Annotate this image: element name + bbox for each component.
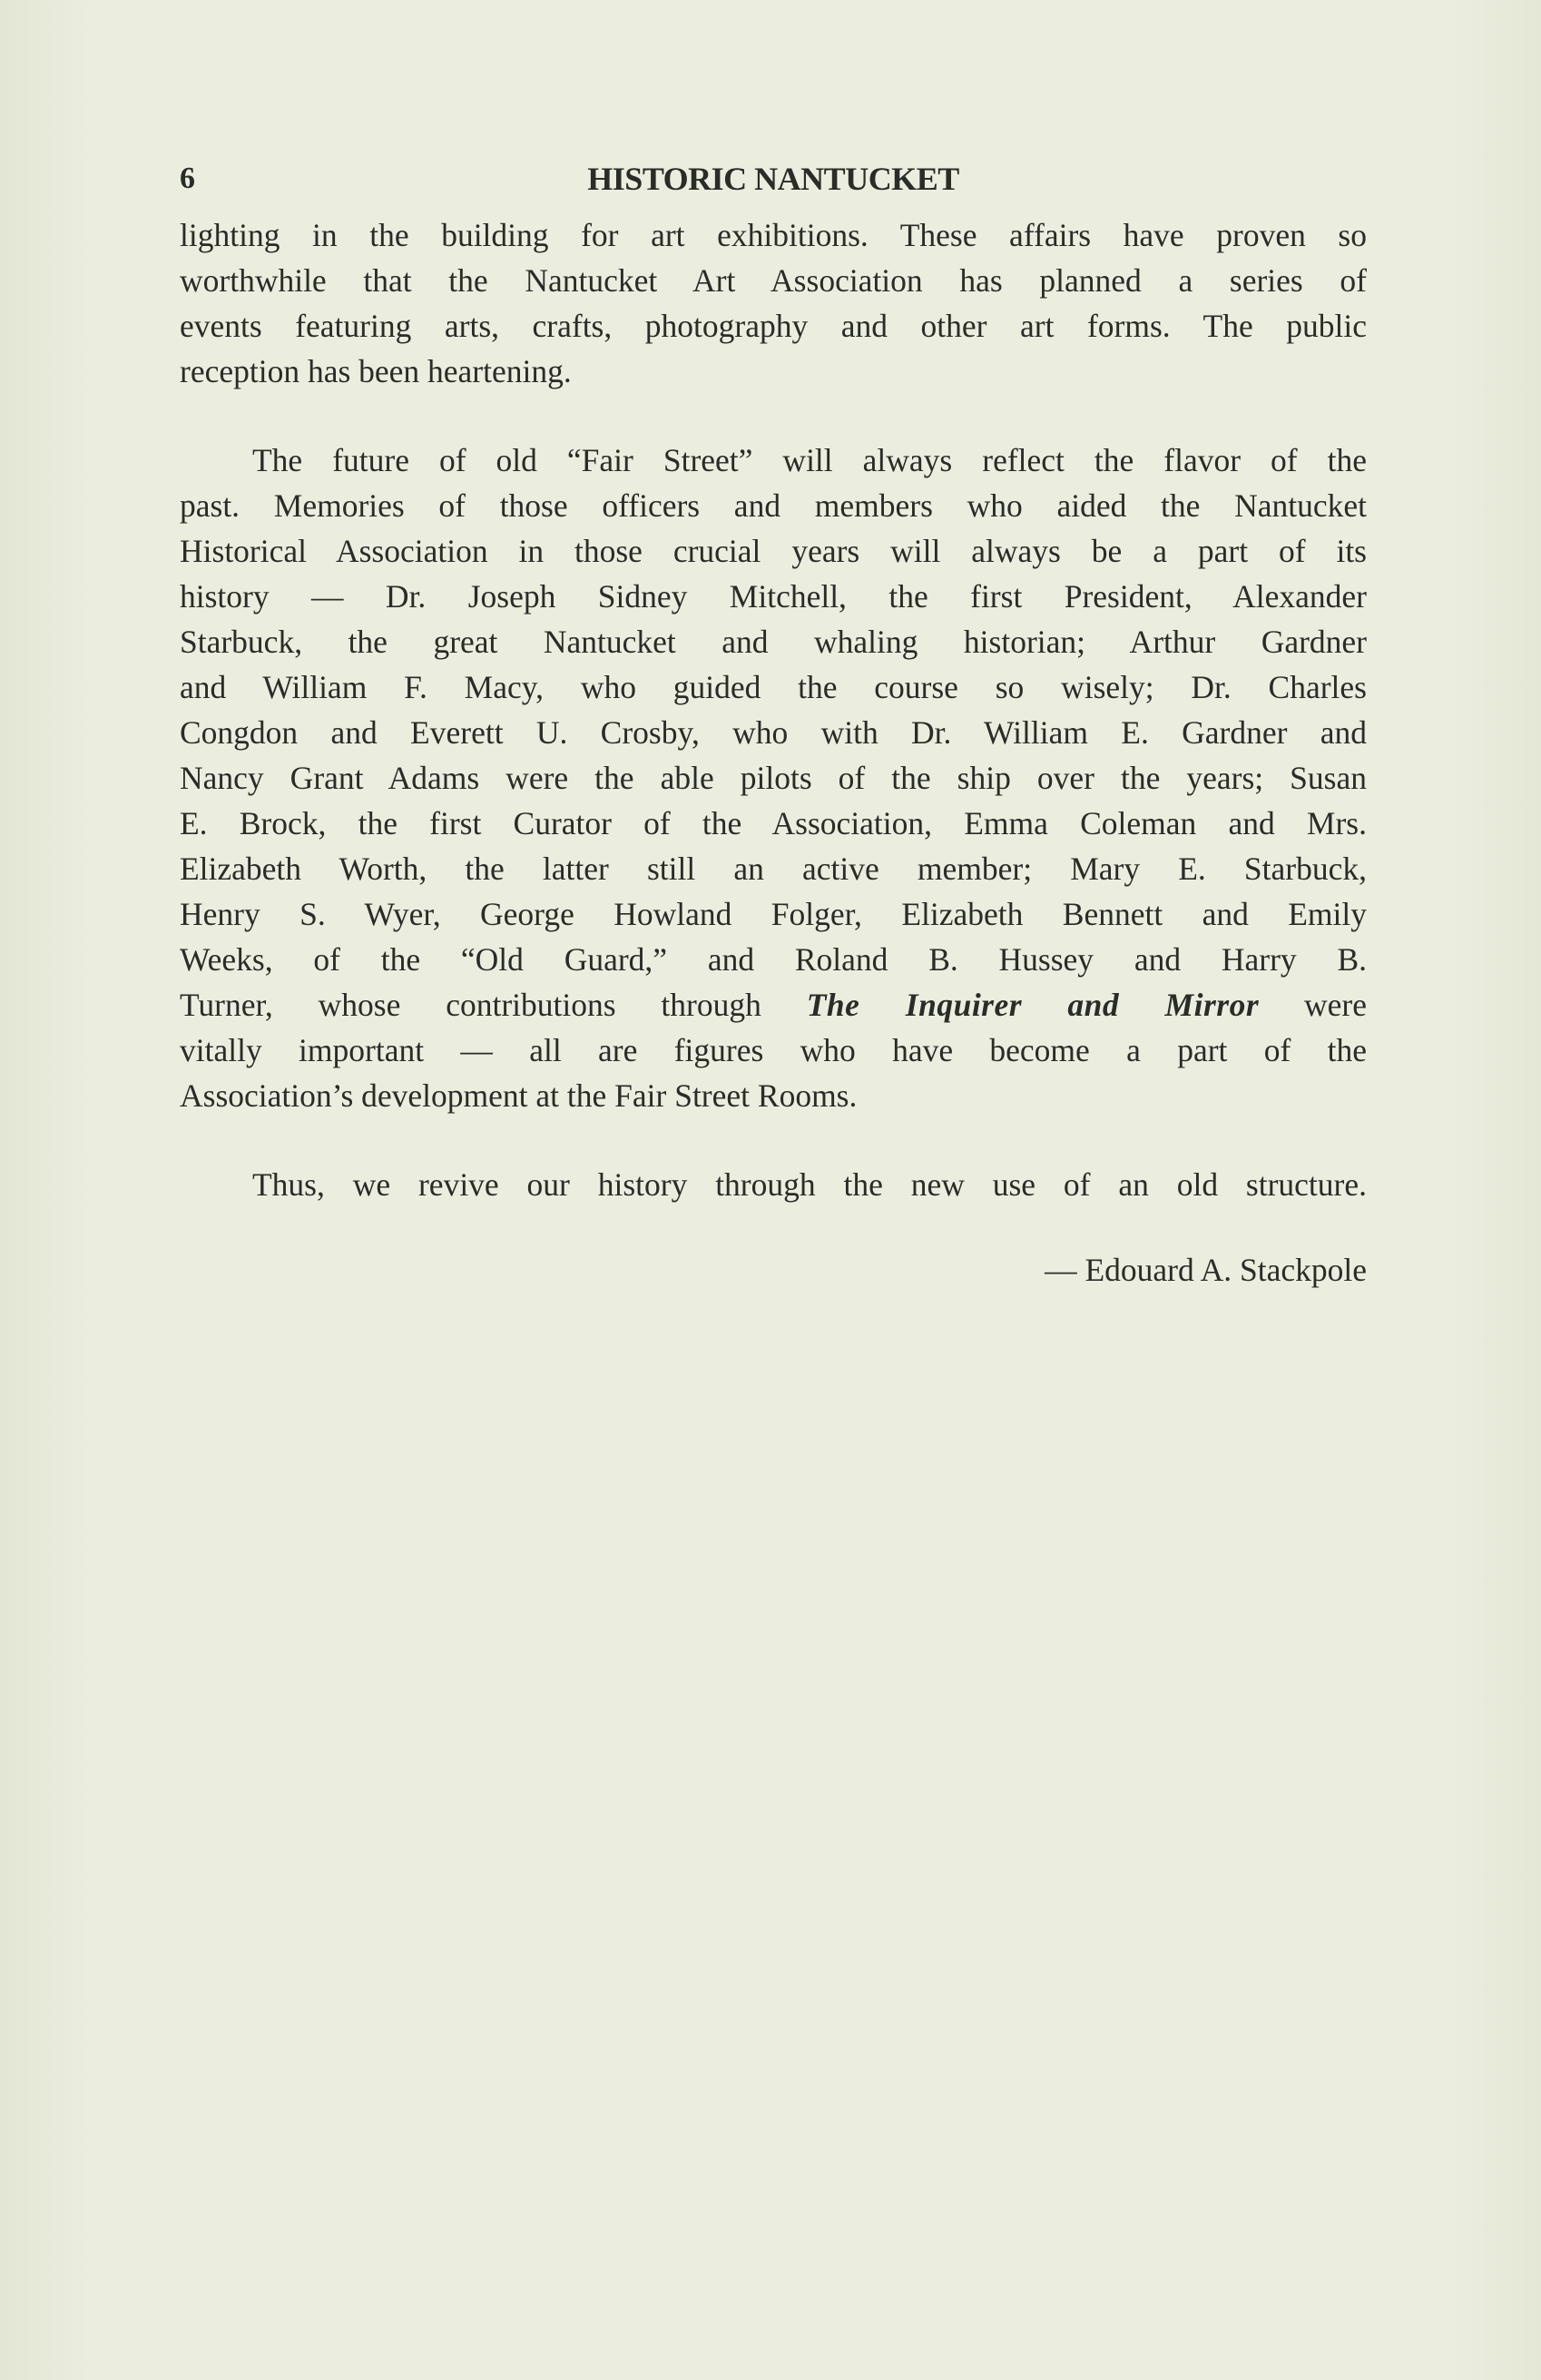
text-line: past. Memories of those officers and members who aided the Nantucket bbox=[180, 487, 1367, 524]
text-run: were bbox=[1259, 987, 1367, 1023]
paragraph-spacer bbox=[180, 1118, 1367, 1162]
article-body bbox=[180, 212, 1367, 1293]
paragraph-1 bbox=[180, 212, 1367, 394]
text-line: history — Dr. Joseph Sidney Mitchell, the first President, Alexander bbox=[180, 578, 1367, 615]
paragraph-3 bbox=[180, 1162, 1367, 1207]
text-line: events featuring arts, crafts, photography and other art forms. The public bbox=[180, 308, 1367, 344]
text-line: worthwhile that the Nantucket Art Association has planned a series of bbox=[180, 262, 1367, 299]
text-line-with-italic-title bbox=[180, 982, 1367, 1028]
text-line: Historical Association in those crucial years will always be a part of its bbox=[180, 533, 1367, 569]
page-number: 6 bbox=[180, 162, 195, 195]
text-line: Weeks, of the “Old Guard,” and Roland B. Hussey and Harry B. bbox=[180, 941, 1367, 978]
text-line: lighting in the building for art exhibitions. These affairs have proven so bbox=[180, 217, 1367, 253]
text-line: Henry S. Wyer, George Howland Folger, Elizabeth Bennett and Emily bbox=[180, 896, 1367, 932]
text-line: reception has been heartening. bbox=[180, 353, 572, 389]
text-line: The future of old “Fair Street” will always reflect the flavor of the bbox=[252, 442, 1367, 478]
text-line: Starbuck, the great Nantucket and whaling historian; Arthur Gardner bbox=[180, 624, 1367, 660]
text-line: E. Brock, the first Curator of the Association, Emma Coleman and Mrs. bbox=[180, 805, 1367, 841]
text-run: Turner, whose contributions through bbox=[180, 987, 807, 1023]
text-line: and William F. Macy, who guided the course so wisely; Dr. Charles bbox=[180, 669, 1367, 705]
text-line: Congdon and Everett U. Crosby, who with Dr. William E. Gardner and bbox=[180, 714, 1367, 751]
author-signature: — Edouard A. Stackpole bbox=[1045, 1252, 1367, 1288]
text-line: vitally important — all are figures who have become a part of the bbox=[180, 1032, 1367, 1068]
text-line: Nancy Grant Adams were the able pilots of the ship over the years; Susan bbox=[180, 760, 1367, 796]
running-title: HISTORIC NANTUCKET bbox=[587, 161, 959, 197]
page-header bbox=[180, 156, 1367, 202]
text-line: Elizabeth Worth, the latter still an active member; Mary E. Starbuck, bbox=[180, 851, 1367, 887]
text-line: Association’s development at the Fair Street Rooms. bbox=[180, 1077, 858, 1114]
paragraph-spacer bbox=[180, 394, 1367, 438]
newspaper-title: The Inquirer and Mirror bbox=[806, 987, 1260, 1023]
paragraph-2 bbox=[180, 438, 1367, 1118]
text-line: Thus, we revive our history through the new use of an old structure. bbox=[252, 1166, 1367, 1203]
